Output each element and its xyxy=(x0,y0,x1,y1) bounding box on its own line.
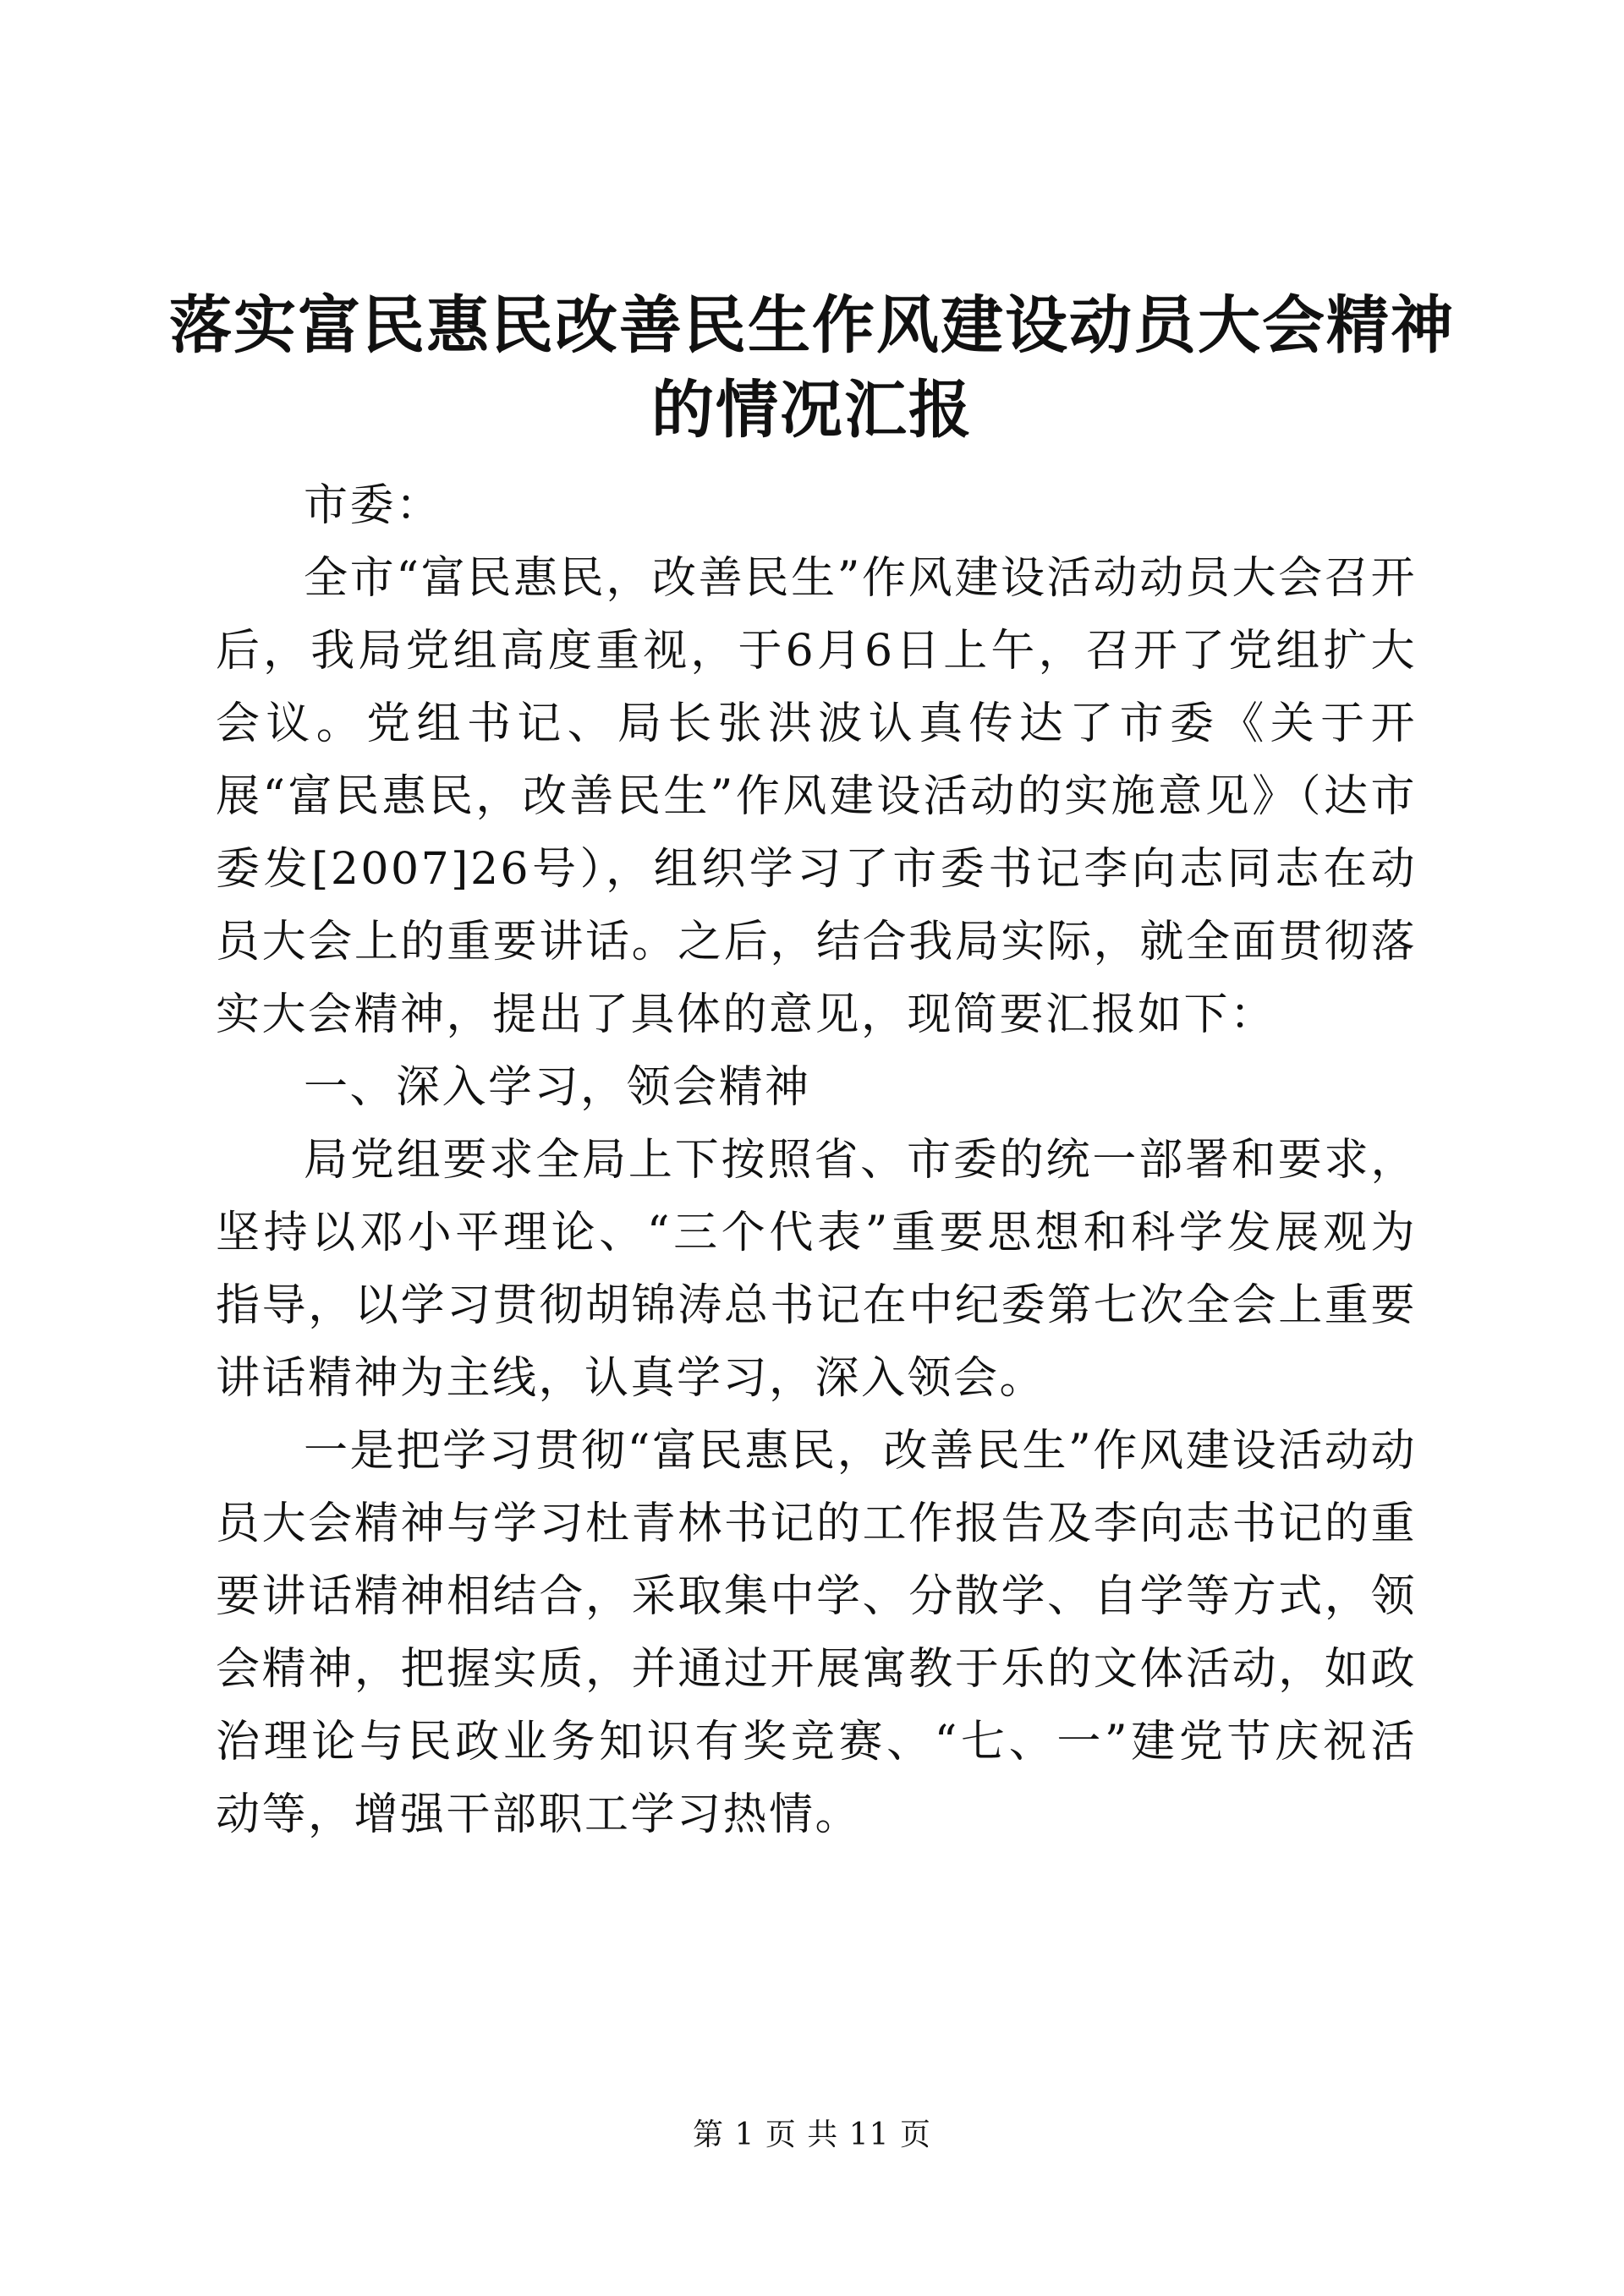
document-title-line-2: 的情况汇报 xyxy=(651,374,973,447)
document-title-line-1: 落实富民惠民改善民生作风建设动员大会精神 xyxy=(169,289,1455,362)
paragraph-point-1: 一是把学习贯彻“富民惠民，改善民生”作风建设活动动员大会精神与学习杜青林书记的工作报告及李向志书记的重要讲话精神相结合，采取集中学、分散学、自学等方式，领会精神，把握实质，并通过开展寓教于乐的文体活动，如政治理论与民政业务知识有奖竞赛、“七、一”建党节庆祝活动等，增强干部职工学习热情。 xyxy=(216,1426,1417,1840)
page-number-footer: 第 1 页 共 11 页 xyxy=(693,2118,931,2152)
salutation: 市委： xyxy=(304,480,442,531)
paragraph-intro: 全市“富民惠民，改善民生”作风建设活动动员大会召开后，我局党组高度重视，于6月6日上午，召开了党组扩大会议。党组书记、局长张洪波认真传达了市委《关于开展“富民惠民，改善民生”作风建设活动的实施意见》（达市委发[2007]26号），组织学习了市委书记李向志同志在动员大会上的重要讲话。之后，结合我局实际，就全面贯彻落实大会精神，提出了具体的意见，现简要汇报如下： xyxy=(216,553,1417,1040)
paragraph-study: 局党组要求全局上下按照省、市委的统一部署和要求，坚持以邓小平理论、“三个代表”重要思想和科学发展观为指导，以学习贯彻胡锦涛总书记在中纪委第七次全会上重要讲话精神为主线，认真学习，深入领会。 xyxy=(216,1135,1417,1404)
document-body xyxy=(216,469,1417,1851)
section-heading-1: 一、深入学习，领会精神 xyxy=(304,1062,811,1113)
